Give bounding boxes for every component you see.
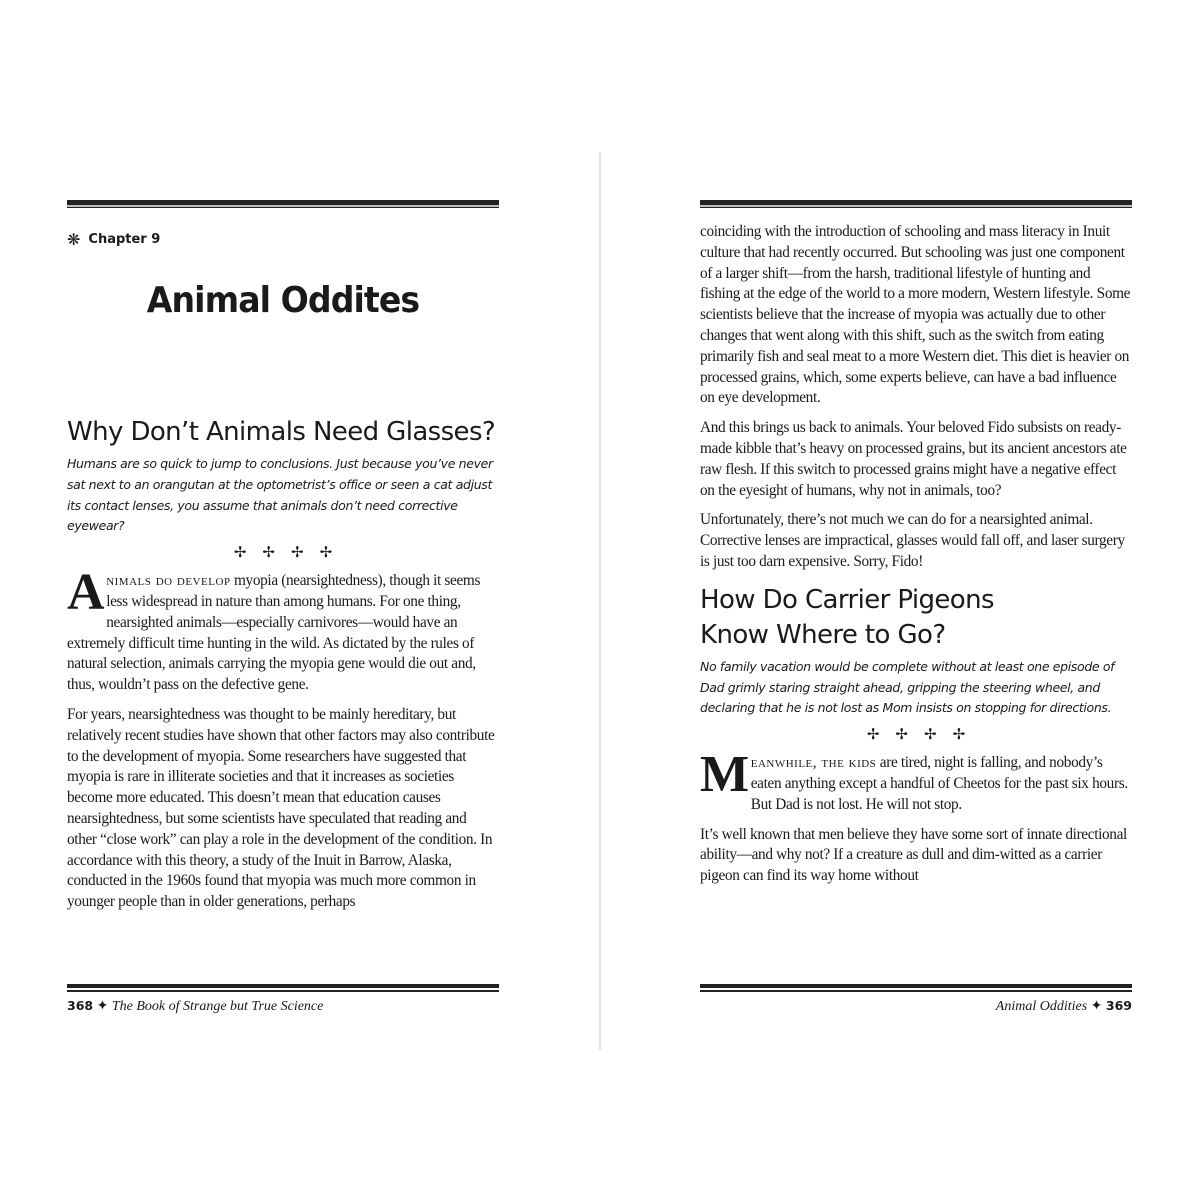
- body-paragraph: coinciding with the introduction of schooling and mass literacy in Inuit culture that had recently occurred. But schooling was just one component of a larger shift—from the harsh, traditional lifestyle of hunting and fishing at the edge of the world to a more modern, Western lifestyle. Some scientists believe that the increase of myopia was actually due to other changes that went along with this shift, such as the switch from eating primarily fish and seal meat to a more Western diet. This diet is heavier on processed grains, which, some experts believe, can have a bad influence on eye development.: [700, 223, 1131, 407]
- body-paragraph: It’s well known that men believe they have some sort of innate directional ability—and why not? If a creature as dull and dim-witted as a carrier pigeon can find its way home without: [700, 825, 1127, 885]
- lead-in-smallcaps: nimals do develop: [106, 572, 231, 590]
- lead-in-smallcaps: eanwhile, the kids: [750, 754, 877, 772]
- flower-ornament-icon: ❋: [67, 230, 81, 249]
- body-paragraph: For years, nearsightedness was thought to be mainly hereditary, but relatively recent studies have shown that other factors may also contribute to the development of myopia. Some researchers have suggested that myopia is rare in illiterate societies and that it increases as societies become more educated. This doesn’t mean that education causes nearsightedness, but some scientists have speculated that reading and other “close work” can play a role in the development of the condition. In accordance with this theory, a study of the Inuit in Barrow, Alaska, conducted in the 1960s found that myopia was much more common in younger people than in older generations, perhaps: [67, 705, 495, 911]
- bottom-rule: [67, 984, 499, 992]
- bottom-rule: [700, 984, 1132, 992]
- chapter-title: Animal Oddites: [146, 280, 420, 321]
- body-paragraph: [700, 746, 1132, 815]
- top-rule: [700, 200, 1132, 208]
- section-title-line: How Do Carrier Pigeons: [700, 584, 994, 615]
- running-title: The Book of Strange but True Science: [111, 999, 324, 1014]
- chapter-heading: [67, 230, 160, 249]
- right-text-flow: [700, 222, 1132, 896]
- page-footer: [700, 998, 1132, 1015]
- drop-cap: M: [700, 746, 749, 804]
- section-title: Why Don’t Animals Need Glasses?: [67, 417, 496, 447]
- section-title: [700, 583, 1132, 653]
- section-intro: Humans are so quick to jump to conclusions. Just because you’ve never sat next to an orangutan at the optometrist’s office or seen a cat adjust its contact lenses, you assume that animals don’t need corrective eyewear?: [67, 456, 493, 534]
- page-gutter: [599, 152, 601, 1050]
- page-number: 369: [1105, 998, 1132, 1013]
- body-paragraph: [67, 564, 499, 696]
- footer-separator: ✦: [1087, 999, 1106, 1014]
- left-text-flow: [67, 415, 499, 922]
- body-paragraph: And this brings us back to animals. Your beloved Fido subsists on ready-made kibble that’s heavy on processed grains, but its ancient ancestors ate raw flesh. If this switch to processed grains might have a negative effect on the eyesight of humans, why not in animals, too?: [700, 419, 1127, 499]
- footer-separator: ✦: [93, 999, 112, 1014]
- page-footer: [67, 998, 499, 1015]
- section-separator: ✢✢✢✢: [866, 725, 982, 744]
- running-title: Animal Oddities: [995, 999, 1088, 1014]
- page-number: 368: [67, 998, 94, 1013]
- section-intro: No family vacation would be complete without at least one episode of Dad grimly staring straight ahead, gripping the steering wheel, and declaring that he is not lost as Mom insists on stopping for directions.: [700, 658, 1115, 716]
- section-title-line: Know Where to Go?: [700, 619, 946, 650]
- drop-cap: A: [67, 564, 105, 622]
- paragraph-text: myopia (nearsightedness), though it seems less widespread in nature than among humans. For one thing, nearsighted animals—especially carnivores—would have an extremely difficult time hunting in the wild. As dictated by the rules of natural selection, animals carrying the myopia gene would die out and, thus, wouldn’t pass on the defective gene.: [67, 572, 481, 694]
- body-paragraph: Unfortunately, there’s not much we can do for a nearsighted animal. Corrective lenses are impractical, glasses would fall off, and laser surgery is just too darn expensive. Sorry, Fido!: [700, 511, 1125, 570]
- top-rule: [67, 200, 499, 208]
- paragraph-text: are tired, night is falling, and nobody’s eaten anything except a handful of Cheetos for the past six hours. But Dad is not lost. He will not stop.: [750, 754, 1128, 813]
- section-separator: ✢✢✢✢: [233, 543, 349, 562]
- chapter-label: Chapter 9: [88, 232, 161, 247]
